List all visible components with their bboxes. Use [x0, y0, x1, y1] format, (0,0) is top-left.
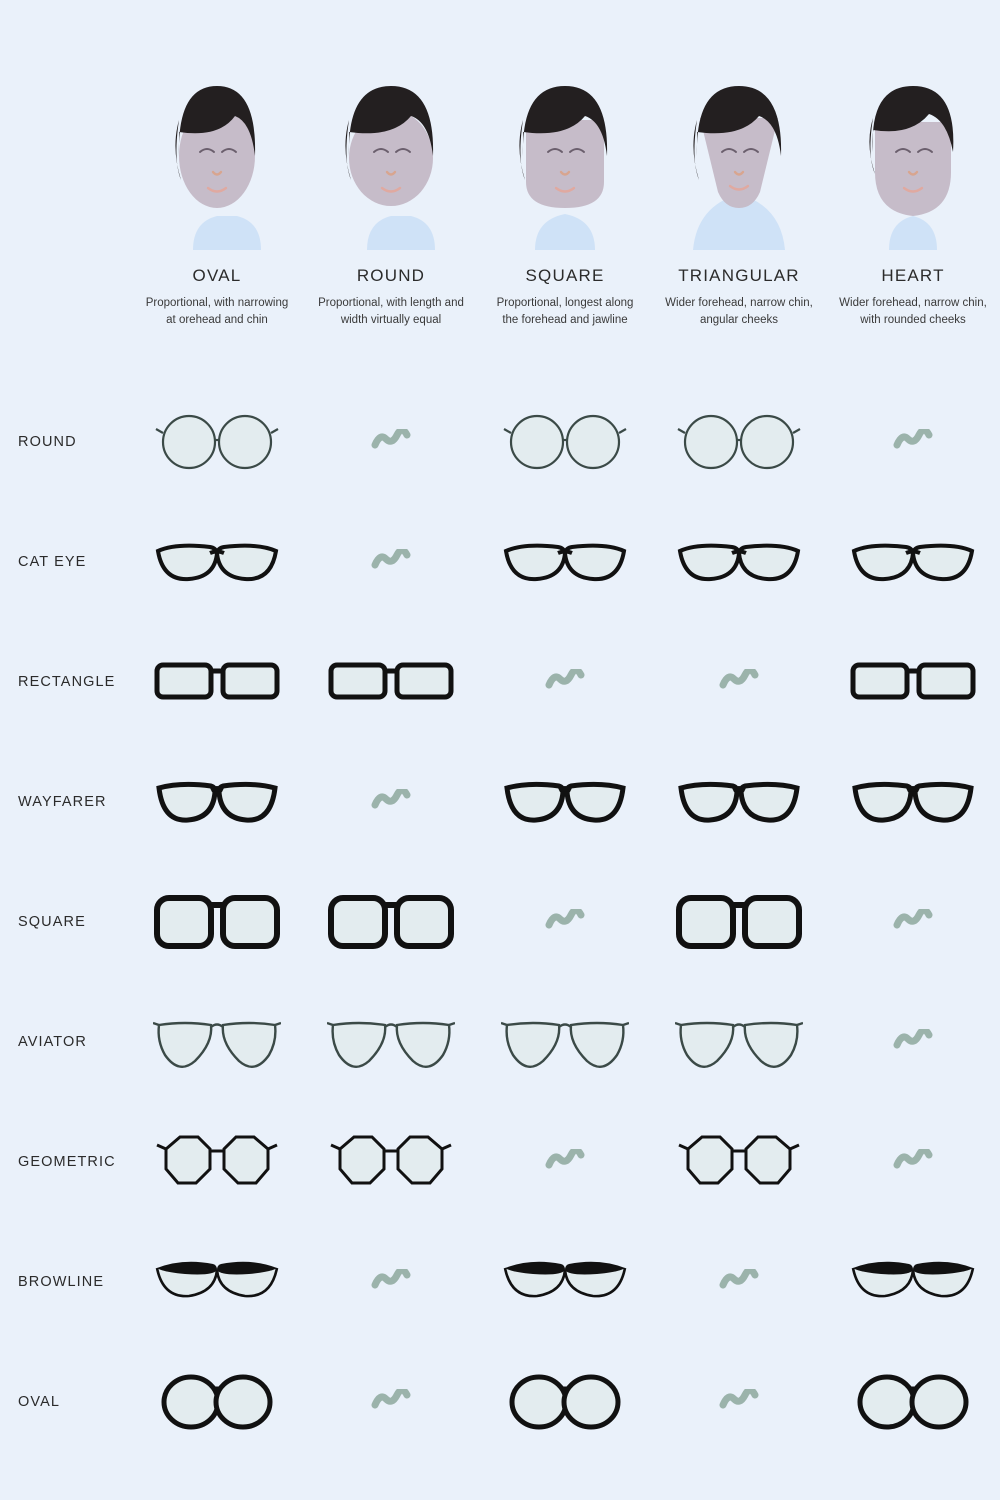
cell-geometric-oval: [130, 1102, 304, 1222]
cell-wayfarer-triangular: [652, 742, 826, 862]
no-match-icon: [371, 789, 411, 815]
cell-round-square: [478, 382, 652, 502]
glasses-round-icon: [155, 411, 279, 473]
face-column-square: [478, 60, 652, 328]
cell-oval-round: [304, 1342, 478, 1462]
cell-wayfarer-heart: [826, 742, 1000, 862]
cell-square-round: [304, 862, 478, 982]
cell-geometric-triangular: [652, 1102, 826, 1222]
cell-cateye-square: [478, 502, 652, 622]
glasses-aviator-icon: [501, 1013, 629, 1071]
cell-round-round: [304, 382, 478, 502]
cell-square-triangular: [652, 862, 826, 982]
glasses-cat-eye-icon: [502, 531, 628, 593]
no-match-icon: [893, 1149, 933, 1175]
face-triangular-icon: [669, 60, 809, 250]
no-match-icon: [893, 1029, 933, 1055]
no-match-icon: [371, 549, 411, 575]
face-shapes-header: [130, 60, 1000, 328]
no-match-icon: [719, 669, 759, 695]
glasses-square-icon: [152, 890, 282, 954]
table-row: [0, 1102, 1000, 1222]
face-description: Wider forehead, narrow chin, angular cheeks: [665, 297, 813, 326]
glasses-rectangle-icon: [327, 655, 455, 709]
frame-style-label: SQUARE: [18, 914, 86, 930]
cell-browline-square: [478, 1222, 652, 1342]
glasses-geometric-icon: [328, 1131, 454, 1193]
cell-geometric-square: [478, 1102, 652, 1222]
glasses-aviator-icon: [153, 1013, 281, 1071]
cell-square-square: [478, 862, 652, 982]
face-description: Proportional, with narrowing at orehead and chin: [145, 297, 289, 326]
cell-aviator-oval: [130, 982, 304, 1102]
face-heart-icon: [843, 60, 983, 250]
glasses-oval-icon: [507, 1371, 623, 1433]
no-match-icon: [545, 909, 585, 935]
cell-browline-round: [304, 1222, 478, 1342]
glasses-wayfarer-icon: [153, 774, 281, 830]
cell-browline-heart: [826, 1222, 1000, 1342]
cell-rectangle-round: [304, 622, 478, 742]
frame-style-label: RECTANGLE: [18, 674, 116, 690]
cell-browline-oval: [130, 1222, 304, 1342]
cell-square-oval: [130, 862, 304, 982]
no-match-icon: [719, 1269, 759, 1295]
face-column-round: [304, 60, 478, 328]
cell-wayfarer-square: [478, 742, 652, 862]
cell-cateye-oval: [130, 502, 304, 622]
cell-wayfarer-oval: [130, 742, 304, 862]
face-title: TRIANGULAR: [678, 266, 800, 285]
table-row: [0, 1342, 1000, 1462]
table-row: [0, 622, 1000, 742]
frame-style-label: AVIATOR: [18, 1034, 87, 1050]
face-description: Wider forehead, narrow chin, with rounded cheeks: [839, 297, 987, 326]
glasses-oval-icon: [855, 1371, 971, 1433]
frame-style-label: CAT EYE: [18, 554, 87, 570]
cell-rectangle-triangular: [652, 622, 826, 742]
cell-round-oval: [130, 382, 304, 502]
no-match-icon: [371, 1269, 411, 1295]
cell-round-triangular: [652, 382, 826, 502]
cell-aviator-heart: [826, 982, 1000, 1102]
cell-geometric-heart: [826, 1102, 1000, 1222]
glasses-rectangle-icon: [849, 655, 977, 709]
cell-oval-oval: [130, 1342, 304, 1462]
glasses-wayfarer-icon: [501, 774, 629, 830]
face-title: HEART: [881, 266, 945, 285]
no-match-icon: [371, 429, 411, 455]
table-row: [0, 382, 1000, 502]
table-row: [0, 1222, 1000, 1342]
table-row: [0, 862, 1000, 982]
cell-rectangle-heart: [826, 622, 1000, 742]
frame-style-label: BROWLINE: [18, 1274, 105, 1290]
face-description: Proportional, longest along the forehead and jawline: [496, 297, 634, 326]
no-match-icon: [545, 669, 585, 695]
cell-aviator-triangular: [652, 982, 826, 1102]
glasses-oval-icon: [159, 1371, 275, 1433]
no-match-icon: [893, 909, 933, 935]
cell-oval-triangular: [652, 1342, 826, 1462]
glasses-wayfarer-icon: [675, 774, 803, 830]
cell-square-heart: [826, 862, 1000, 982]
table-row: [0, 982, 1000, 1102]
face-column-oval: [130, 60, 304, 328]
face-title: OVAL: [192, 266, 242, 285]
cell-cateye-heart: [826, 502, 1000, 622]
glasses-cat-eye-icon: [154, 531, 280, 593]
face-oval-icon: [147, 60, 287, 250]
no-match-icon: [545, 1149, 585, 1175]
no-match-icon: [719, 1389, 759, 1415]
frame-style-label: OVAL: [18, 1394, 61, 1410]
glasses-browline-icon: [849, 1254, 977, 1310]
cell-aviator-round: [304, 982, 478, 1102]
cell-rectangle-square: [478, 622, 652, 742]
face-column-heart: [826, 60, 1000, 328]
cell-rectangle-oval: [130, 622, 304, 742]
cell-cateye-round: [304, 502, 478, 622]
glasses-round-icon: [677, 411, 801, 473]
glasses-browline-icon: [501, 1254, 629, 1310]
glasses-browline-icon: [153, 1254, 281, 1310]
face-description: Proportional, with length and width virtually equal: [318, 297, 464, 326]
glasses-geometric-icon: [154, 1131, 280, 1193]
no-match-icon: [371, 1389, 411, 1415]
frame-style-label: ROUND: [18, 434, 77, 450]
glasses-cat-eye-icon: [676, 531, 802, 593]
cell-round-heart: [826, 382, 1000, 502]
glasses-cat-eye-icon: [850, 531, 976, 593]
cell-oval-square: [478, 1342, 652, 1462]
cell-wayfarer-round: [304, 742, 478, 862]
glasses-wayfarer-icon: [849, 774, 977, 830]
face-title: ROUND: [356, 266, 426, 285]
face-round-icon: [321, 60, 461, 250]
table-row: [0, 502, 1000, 622]
cell-browline-triangular: [652, 1222, 826, 1342]
cell-geometric-round: [304, 1102, 478, 1222]
frames-matrix: [0, 382, 1000, 1462]
glasses-square-icon: [674, 890, 804, 954]
glasses-square-icon: [326, 890, 456, 954]
frame-style-label: GEOMETRIC: [18, 1154, 116, 1170]
glasses-rectangle-icon: [153, 655, 281, 709]
table-row: [0, 742, 1000, 862]
glasses-geometric-icon: [676, 1131, 802, 1193]
glasses-aviator-icon: [675, 1013, 803, 1071]
no-match-icon: [893, 429, 933, 455]
frame-style-label: WAYFARER: [18, 794, 107, 810]
glasses-round-icon: [503, 411, 627, 473]
face-square-icon: [495, 60, 635, 250]
face-column-triangular: [652, 60, 826, 328]
cell-aviator-square: [478, 982, 652, 1102]
cell-cateye-triangular: [652, 502, 826, 622]
face-title: SQUARE: [525, 266, 605, 285]
cell-oval-heart: [826, 1342, 1000, 1462]
glasses-aviator-icon: [327, 1013, 455, 1071]
